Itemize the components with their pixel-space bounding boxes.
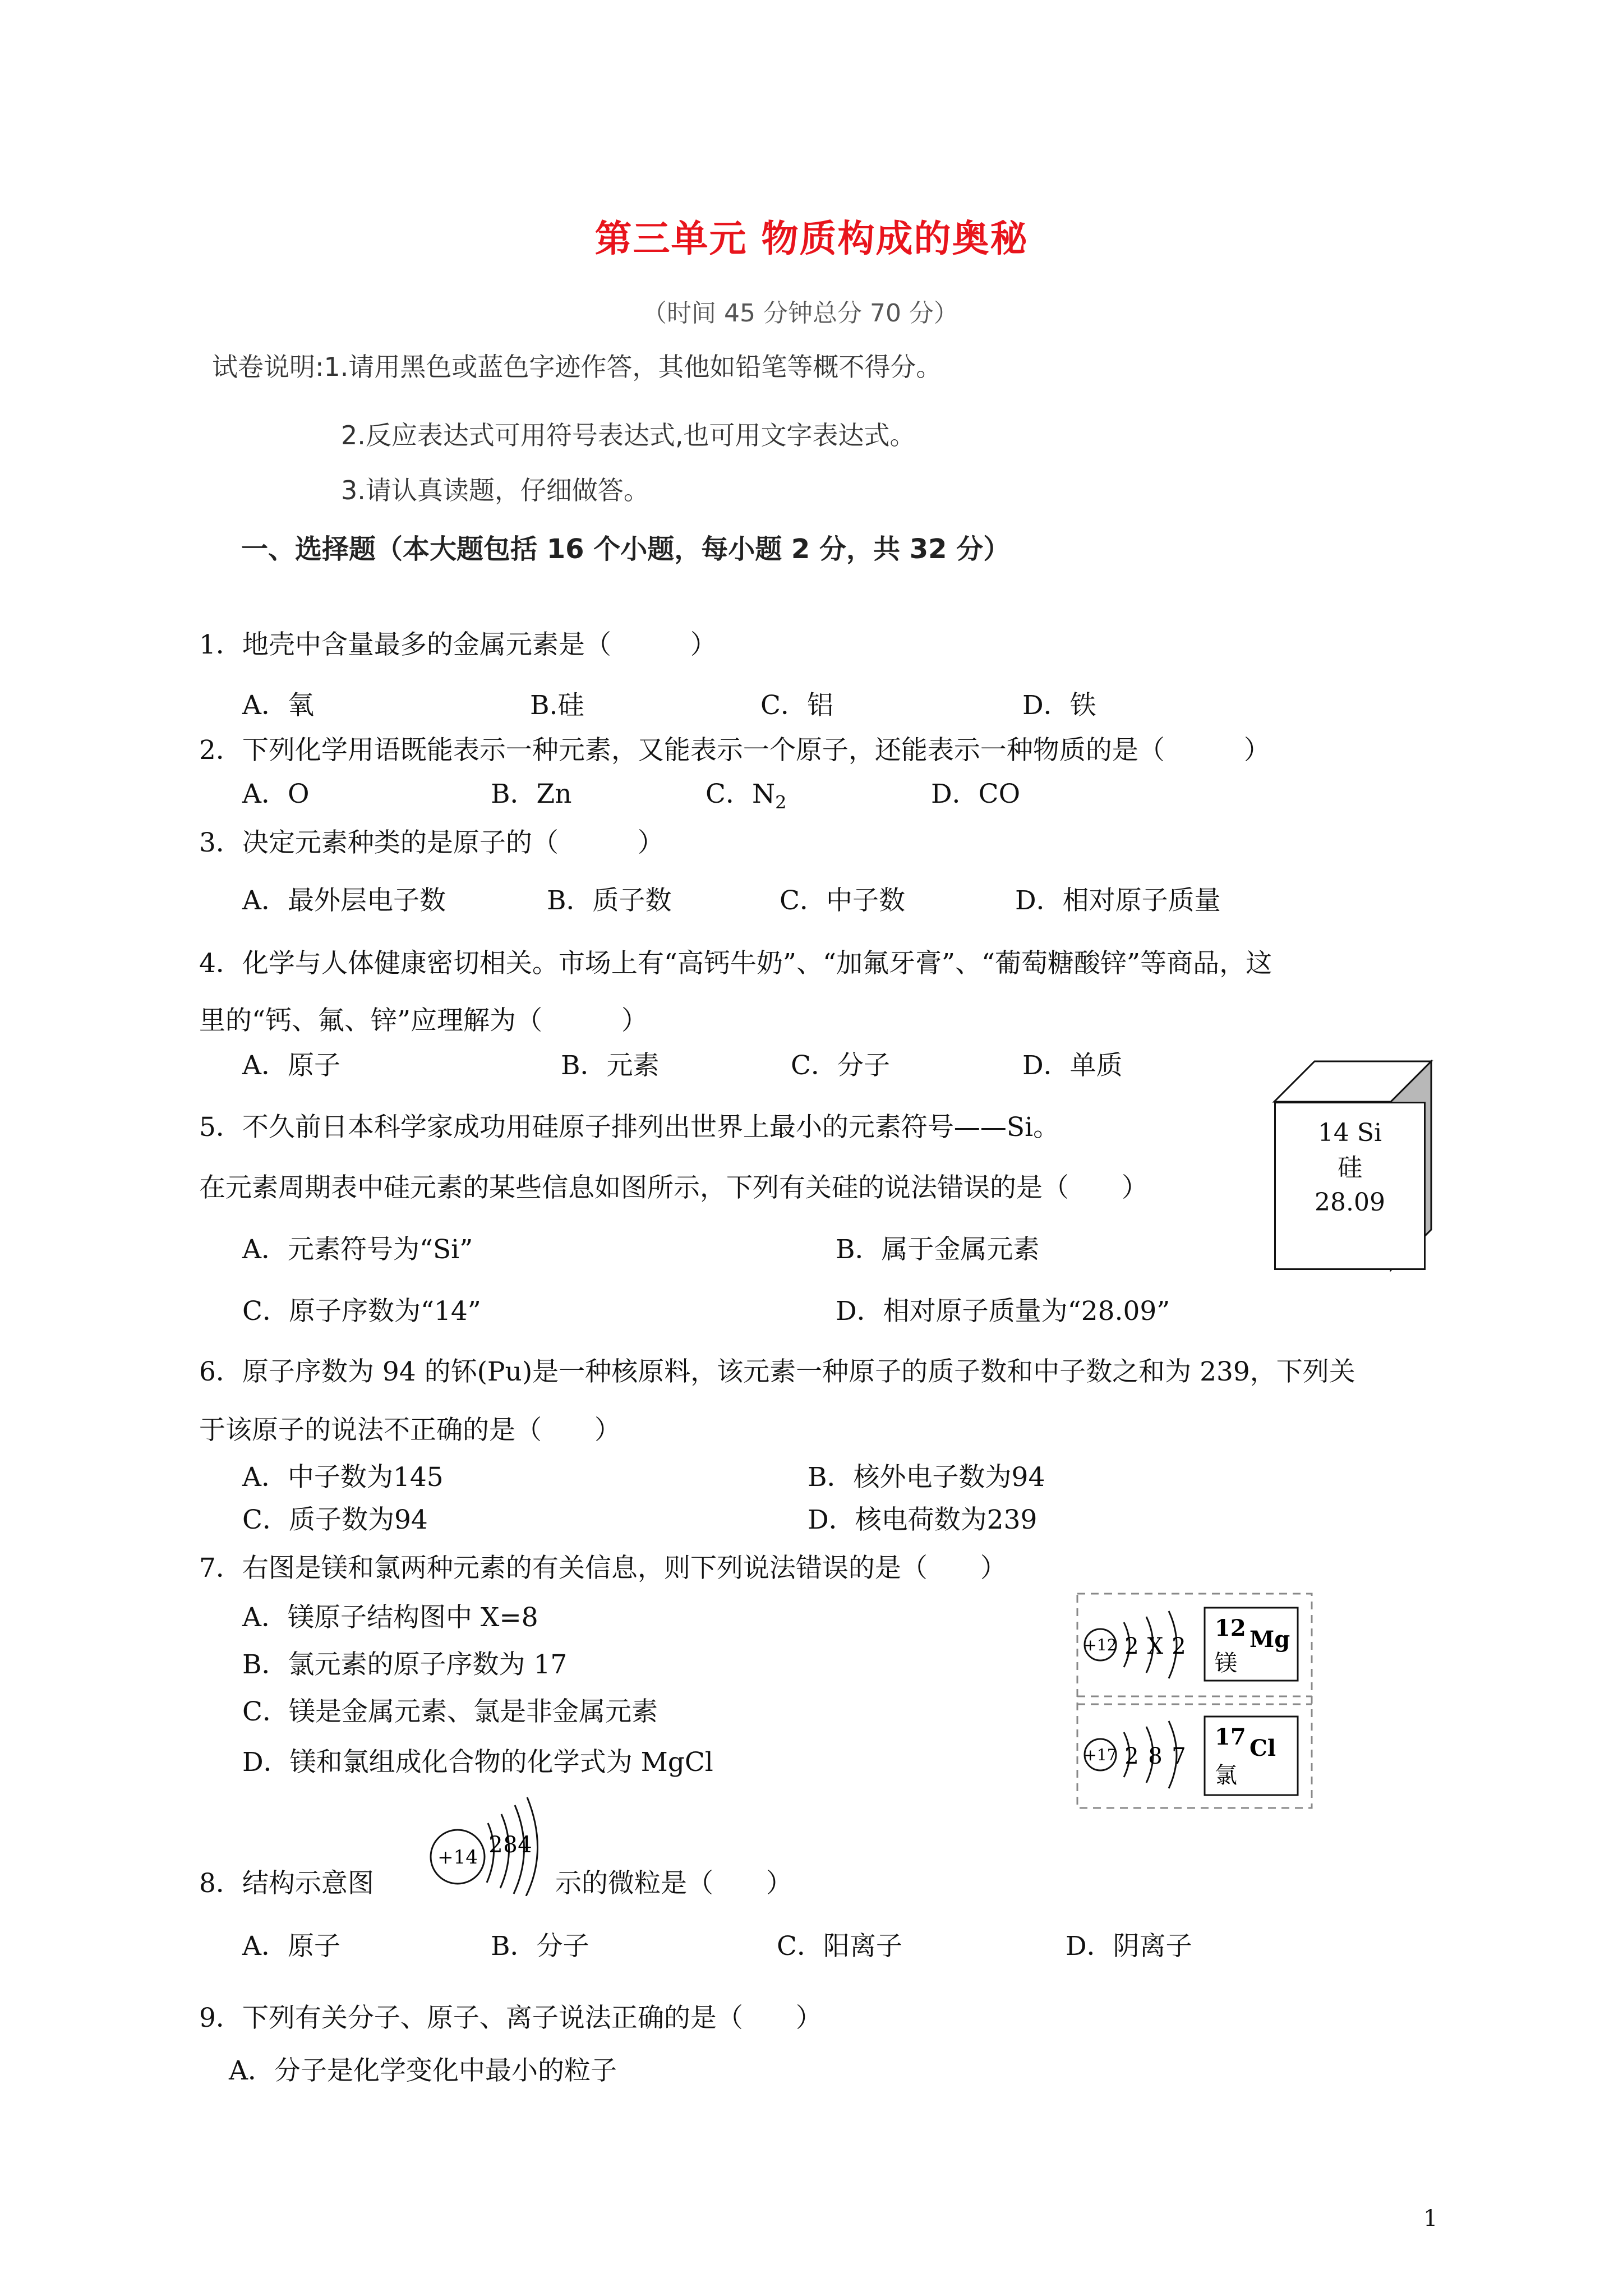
question-4-stem-line1: 4．化学与人体健康密切相关。市场上有“高钙牛奶”、“加氟牙膏”、“葡萄糖酸锌”等商品，这: [199, 948, 1272, 979]
q5-option-d: D．相对原子质量为“28.09”: [836, 1296, 1170, 1327]
page-title: 第三单元 物质构成的奥秘: [594, 217, 1029, 260]
q4-option-d: D．单质: [1022, 1050, 1123, 1081]
q6-option-d: D．核电荷数为239: [808, 1504, 1038, 1535]
silicon-element-card: [1274, 1102, 1426, 1270]
q3-option-b: B．质子数: [547, 885, 672, 916]
q2-option-c: C．$N_2$: [706, 779, 787, 813]
q2-option-b: B．Zn: [491, 779, 572, 809]
cl-number: 17: [1215, 1724, 1246, 1750]
question-8-stem-pre: 8．结构示意图: [199, 1868, 374, 1899]
cl-shell-2: 8: [1148, 1743, 1163, 1769]
q3-option-c: C．中子数: [780, 885, 905, 916]
q8-shell-3: 4: [518, 1832, 532, 1858]
cl-shell-3: 7: [1172, 1743, 1186, 1769]
q3-option-a: A．最外层电子数: [242, 885, 446, 916]
q6-option-c: C．质子数为94: [242, 1504, 428, 1535]
si-atom-structure: [422, 1784, 556, 1896]
cl-atom-structure: [1083, 1721, 1186, 1788]
instruction-2: 2.反应表达式可用符号表达式,也可用文字表达式。: [341, 420, 916, 450]
q2-option-d: D．CO: [931, 779, 1021, 809]
question-6-stem-line1: 6．原子序数为 94 的钚(Pu)是一种核原料，该元素一种原子的质子数和中子数之和为 239，下列关: [199, 1356, 1355, 1387]
section-heading: 一、选择题（本大题包括 16 个小题，每小题 2 分，共 32 分）: [241, 533, 1011, 565]
question-1-stem: 1．地壳中含量最多的金属元素是（ ）: [199, 629, 717, 660]
mg-name: 镁: [1215, 1650, 1237, 1676]
page-number: 1: [1423, 2206, 1438, 2231]
question-8-stem-post: 示的微粒是（ ）: [555, 1868, 792, 1899]
q6-option-b: B．核外电子数为94: [808, 1462, 1045, 1493]
q9-option-a: A．分子是化学变化中最小的粒子: [229, 2055, 617, 2086]
q8-shell-1: 2: [488, 1832, 503, 1858]
q4-option-a: A．原子: [242, 1050, 340, 1081]
q1-option-b: B.硅: [530, 690, 584, 721]
q7-option-a: A．镁原子结构图中 X=8: [242, 1602, 538, 1633]
q7-option-d: D．镁和氯组成化合物的化学式为 MgCl: [242, 1747, 713, 1778]
si-mass: 28.09: [1315, 1188, 1385, 1217]
q3-option-d: D．相对原子质量: [1015, 885, 1221, 916]
q1-option-d: D．铁: [1022, 690, 1096, 721]
mg-cl-figure: [1076, 1592, 1317, 1812]
cl-nucleus: +17: [1083, 1746, 1117, 1764]
question-9-stem: 9．下列有关分子、原子、离子说法正确的是（ ）: [199, 2003, 822, 2033]
cl-symbol: Cl: [1249, 1735, 1276, 1761]
q8-option-b: B．分子: [491, 1931, 589, 1962]
question-4-stem-line2: 里的“钙、氟、锌”应理解为（ ）: [199, 1005, 648, 1036]
q8-option-a: A．原子: [242, 1931, 340, 1962]
mg-shell-1: 2: [1124, 1634, 1139, 1659]
mg-number: 12: [1215, 1615, 1246, 1641]
q1-option-c: C．铝: [760, 690, 833, 721]
q4-option-b: B．元素: [561, 1050, 660, 1081]
q2-option-a: A．O: [242, 779, 310, 809]
question-5-stem-line2: 在元素周期表中硅元素的某些信息如图所示，下列有关硅的说法错误的是（ ）: [199, 1172, 1148, 1203]
q8-shell-2: 8: [503, 1832, 518, 1858]
question-5-stem-line1: 5．不久前日本科学家成功用硅原子排列出世界上最小的元素符号——Si。: [199, 1112, 1060, 1143]
time-note: （时间 45 分钟总分 70 分）: [642, 299, 958, 328]
question-6-stem-line2: 于该原子的说法不正确的是（ ）: [199, 1415, 621, 1446]
q7-option-c: C．镁是金属元素、氯是非金属元素: [242, 1696, 658, 1727]
q6-option-a: A．中子数为145: [242, 1462, 444, 1493]
q1-option-a: A．氧: [242, 690, 314, 721]
cl-shell-1: 2: [1124, 1743, 1139, 1769]
q5-option-b: B．属于金属元素: [836, 1234, 1040, 1265]
q5-option-a: A．元素符号为“Si”: [242, 1234, 473, 1265]
instructions-label: 试卷说明:1.请用黑色或蓝色字迹作答，其他如铅笔等概不得分。: [212, 352, 942, 382]
q8-option-d: D．阴离子: [1066, 1931, 1192, 1962]
mg-shell-3: 2: [1172, 1634, 1186, 1659]
question-7-stem: 7．右图是镁和氯两种元素的有关信息，则下列说法错误的是（ ）: [199, 1553, 1007, 1584]
q8-option-c: C．阳离子: [777, 1931, 902, 1962]
q8-nucleus: +14: [437, 1846, 478, 1869]
q5-option-c: C．原子序数为“14”: [242, 1296, 481, 1327]
mg-nucleus: +12: [1083, 1636, 1117, 1654]
cl-name: 氯: [1215, 1763, 1237, 1788]
mg-shell-2: X: [1147, 1634, 1164, 1659]
question-2-stem: 2．下列化学用语既能表示一种元素，又能表示一个原子，还能表示一种物质的是（ ）: [199, 735, 1270, 766]
instruction-3: 3.请认真读题，仔细做答。: [341, 475, 649, 505]
mg-symbol: Mg: [1249, 1626, 1290, 1653]
q7-option-b: B．氯元素的原子序数为 17: [242, 1649, 568, 1680]
si-number-symbol: 14 Si: [1317, 1119, 1382, 1147]
q4-option-c: C．分子: [791, 1050, 890, 1081]
si-name: 硅: [1338, 1153, 1362, 1182]
mg-atom-structure: [1083, 1611, 1186, 1678]
question-3-stem: 3．决定元素种类的是原子的（ ）: [199, 827, 664, 858]
